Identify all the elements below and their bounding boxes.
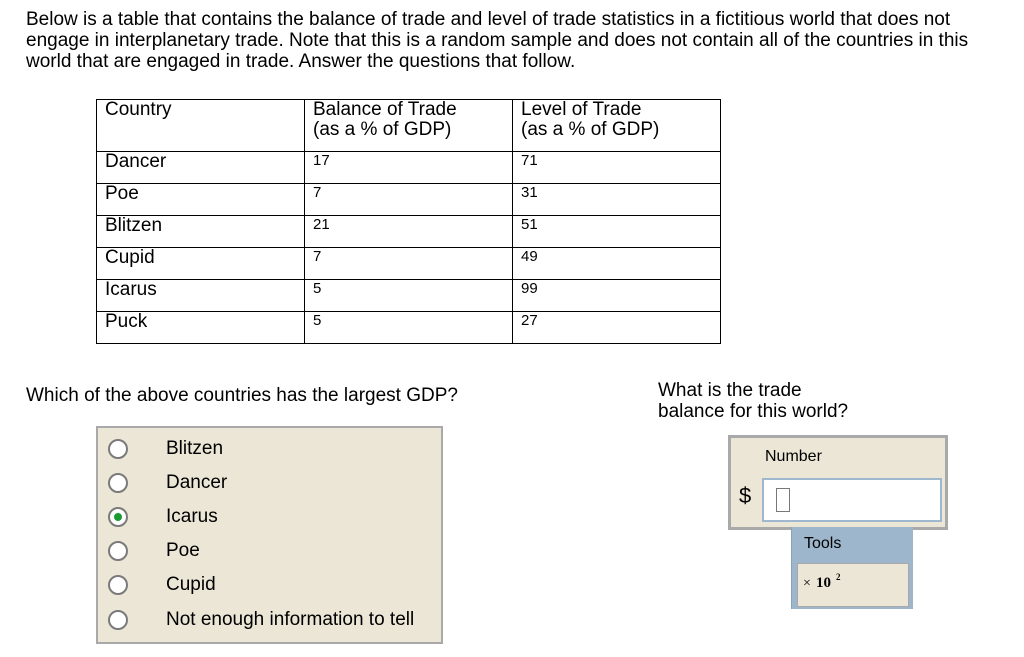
number-answer-panel [728,435,948,530]
table-row [97,216,721,248]
country-cell: Poe [97,184,305,216]
country-cell: Dancer [97,152,305,184]
table-row [97,312,721,344]
choice-label: Icarus [166,506,218,527]
table-row [97,248,721,280]
header-line: (as a % of GDP) [521,119,660,140]
country-cell: Puck [97,312,305,344]
radio-button[interactable] [108,575,128,595]
choice-icarus[interactable] [108,502,438,532]
level-cell: 49 [513,248,721,280]
level-cell: 99 [513,280,721,312]
choice-cupid[interactable] [108,570,438,600]
dollar-sign: $ [739,483,752,508]
header-level-of-trade [513,100,721,152]
balance-cell: 7 [305,248,513,280]
question-trade-balance [658,380,848,422]
country-cell: Cupid [97,248,305,280]
choice-dancer[interactable] [108,468,438,498]
tools-label: Tools [804,535,842,552]
number-panel-title: Number [765,448,822,465]
trade-table [96,99,721,344]
header-line: (as a % of GDP) [313,119,452,140]
country-cell: Icarus [97,280,305,312]
radio-button[interactable] [108,439,128,459]
level-cell: 51 [513,216,721,248]
level-cell: 31 [513,184,721,216]
radio-button-selected[interactable] [108,507,128,527]
radio-button[interactable] [108,541,128,561]
question-line: balance for this world? [658,401,849,422]
table-row [97,184,721,216]
table-row [97,152,721,184]
radio-button[interactable] [108,473,128,493]
trade-balance-input[interactable] [762,478,942,522]
level-cell: 71 [513,152,721,184]
answer-choices-panel [96,426,443,644]
choice-poe[interactable] [108,536,438,566]
header-line: Balance of Trade [313,99,457,120]
level-cell: 27 [513,312,721,344]
header-line: Level of Trade [521,99,642,120]
choice-label: Not enough information to tell [166,609,415,630]
question-line: What is the trade [658,380,802,401]
intro-text: Below is a table that contains the balance of trade and level of trade statistics in a fictitious world that does not engage in interplanetary trade. Note that this is a random sample and does not contain all of the countries in this world that are engaged in trade. Answer the questions that follow. [26,9,969,72]
times-symbol: × [803,576,811,591]
table-row [97,280,721,312]
tools-tab[interactable] [791,527,913,609]
balance-cell: 5 [305,312,513,344]
scientific-notation-button[interactable] [797,563,909,607]
choice-label: Blitzen [166,438,224,459]
choice-blitzen[interactable] [108,434,438,464]
country-cell: Blitzen [97,216,305,248]
table-header-row [97,100,721,152]
radio-button[interactable] [108,610,128,630]
header-line: Country [105,99,172,120]
question-largest-gdp: Which of the above countries has the largest GDP? [26,385,458,406]
power-exponent: 2 [836,572,841,582]
header-balance-of-trade [305,100,513,152]
choice-not-enough-info[interactable] [108,605,438,635]
power-base: 10 [816,575,831,591]
choice-label: Dancer [166,472,228,493]
choice-label: Poe [166,540,200,561]
header-country [97,100,305,152]
balance-cell: 7 [305,184,513,216]
text-cursor-box [776,488,790,512]
balance-cell: 21 [305,216,513,248]
choice-label: Cupid [166,574,216,595]
balance-cell: 17 [305,152,513,184]
balance-cell: 5 [305,280,513,312]
